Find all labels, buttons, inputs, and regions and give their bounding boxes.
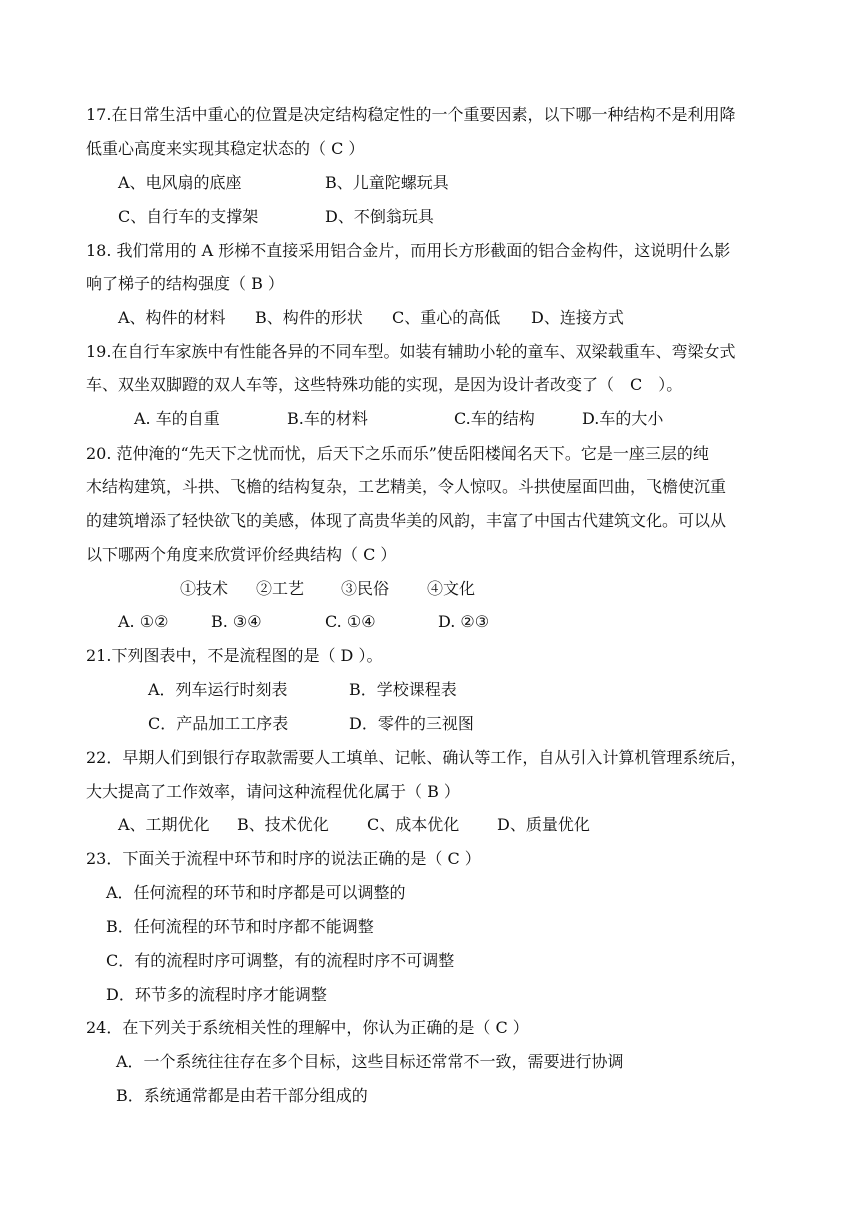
q22-stem-line1: 22．早期人们到银行存取款需要人工填单、记帐、确认等工作，自从引入计算机管理系统后， bbox=[86, 748, 747, 767]
q22-stem-line2: 大大提高了工作效率，请问这种流程优化属于（ B ） bbox=[86, 782, 460, 801]
q20-item-1: ①技术 bbox=[180, 579, 229, 598]
q20-stem-line4: 以下哪两个角度来欣赏评价经典结构（ C ） bbox=[86, 545, 397, 564]
q18-stem-line1: 18. 我们常用的 A 形梯不直接采用铝合金片，而用长方形截面的铝合金构件，这说明什么影 bbox=[86, 241, 731, 260]
q17-option-a: A、电风扇的底座 bbox=[118, 173, 242, 192]
q24-option-b: B．系统通常都是由若干部分组成的 bbox=[116, 1086, 368, 1105]
q19-option-c: C.车的结构 bbox=[454, 409, 535, 428]
q18-option-c: C、重心的高低 bbox=[392, 308, 501, 327]
q17-option-b: B、儿童陀螺玩具 bbox=[325, 173, 449, 192]
q20-option-a: A. ①② bbox=[118, 612, 169, 631]
q22-option-d: D、质量优化 bbox=[497, 815, 590, 834]
q17-stem-line2: 低重心高度来实现其稳定状态的（ C ） bbox=[86, 139, 365, 158]
q21-option-a: A．列车运行时刻表 bbox=[148, 680, 288, 699]
q17-stem-line1: 17.在日常生活中重心的位置是决定结构稳定性的一个重要因素，以下哪一种结构不是利用降 bbox=[86, 105, 736, 124]
q20-item-2: ②工艺 bbox=[256, 579, 305, 598]
q18-option-b: B、构件的形状 bbox=[255, 308, 363, 327]
q21-option-d: D．零件的三视图 bbox=[349, 714, 474, 733]
q22-option-a: A、工期优化 bbox=[118, 815, 210, 834]
q20-option-c: C. ①④ bbox=[325, 612, 376, 631]
q24-stem-line1: 24．在下列关于系统相关性的理解中，你认为正确的是（ C ） bbox=[86, 1018, 529, 1037]
q20-option-b: B. ③④ bbox=[211, 612, 262, 631]
q17-option-d: D、不倒翁玩具 bbox=[325, 207, 434, 226]
q19-stem-line1: 19.在自行车家族中有性能各异的不同车型。如装有辅助小轮的童车、双梁载重车、弯梁女式 bbox=[86, 342, 736, 361]
q18-option-a: A、构件的材料 bbox=[118, 308, 226, 327]
q23-option-d: D．环节多的流程时序才能调整 bbox=[106, 985, 327, 1004]
q19-option-a: A. 车的自重 bbox=[134, 409, 220, 428]
q19-stem-line2: 车、双坐双脚蹬的双人车等，这些特殊功能的实现，是因为设计者改变了（ C ）。 bbox=[86, 375, 683, 394]
q20-stem-line3: 的建筑增添了轻快欲飞的美感，体现了高贵华美的风韵，丰富了中国古代建筑文化。可以从 bbox=[86, 511, 727, 530]
q23-option-b: B．任何流程的环节和时序都不能调整 bbox=[106, 917, 374, 936]
q23-option-c: C．有的流程时序可调整，有的流程时序不可调整 bbox=[106, 951, 455, 970]
q19-option-d: D.车的大小 bbox=[582, 409, 664, 428]
q20-item-3: ③民俗 bbox=[341, 579, 390, 598]
q17-option-c: C、自行车的支撑架 bbox=[118, 207, 259, 226]
q20-stem-line2: 木结构建筑，斗拱、飞檐的结构复杂，工艺精美，令人惊叹。斗拱使屋面凹曲，飞檐使沉重 bbox=[86, 477, 727, 496]
q20-option-d: D. ②③ bbox=[438, 612, 490, 631]
q23-option-a: A．任何流程的环节和时序都是可以调整的 bbox=[106, 883, 406, 902]
q22-option-b: B、技术优化 bbox=[237, 815, 329, 834]
q24-option-a: A．一个系统往往存在多个目标，这些目标还常常不一致，需要进行协调 bbox=[116, 1052, 624, 1071]
q22-option-c: C、成本优化 bbox=[367, 815, 460, 834]
q21-option-c: C．产品加工工序表 bbox=[148, 714, 289, 733]
q18-stem-line2: 响了梯子的结构强度（ B ） bbox=[86, 274, 284, 293]
q20-item-4: ④文化 bbox=[427, 579, 476, 598]
q21-stem-line1: 21.下列图表中，不是流程图的是（ D ）。 bbox=[86, 646, 383, 665]
q23-stem-line1: 23．下面关于流程中环节和时序的说法正确的是（ C ） bbox=[86, 849, 481, 868]
q21-option-b: B．学校课程表 bbox=[349, 680, 457, 699]
q20-stem-line1: 20. 范仲淹的“先天下之忧而忧，后天下之乐而乐”使岳阳楼闻名天下。它是一座三层的纯 bbox=[86, 444, 709, 463]
q19-option-b: B.车的材料 bbox=[287, 409, 368, 428]
q18-option-d: D、连接方式 bbox=[531, 308, 624, 327]
